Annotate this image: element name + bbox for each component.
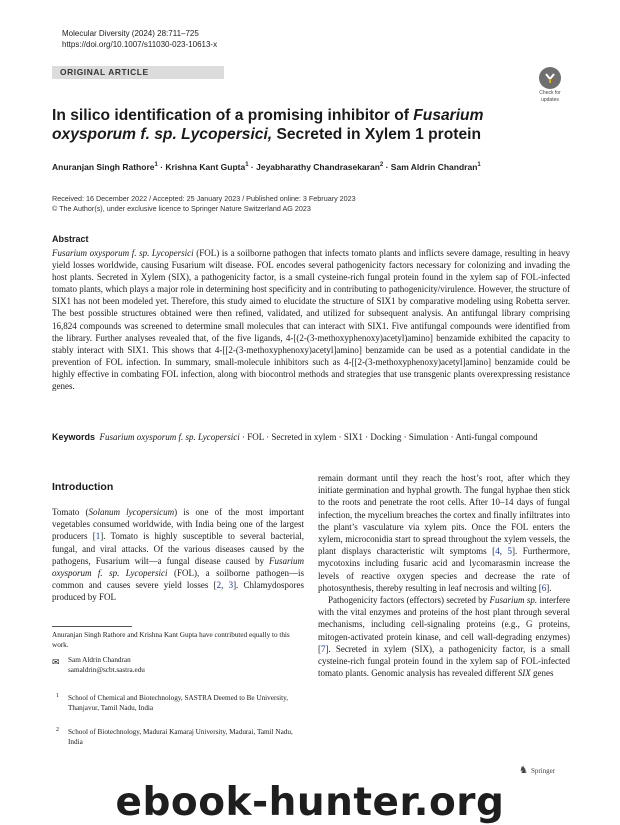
affiliation-1: School of Chemical and Biotechnology, SASTRA Deemed to Be University, Thanjavur, Tamil Nadu, India — [68, 694, 289, 712]
article-title — [52, 106, 552, 144]
keywords — [52, 431, 570, 443]
intro-text: , — [221, 580, 229, 591]
author-4[interactable]: Sam Aldrin Chandran — [390, 162, 478, 172]
introduction-heading: Introduction — [52, 481, 114, 493]
envelope-icon: ✉ — [52, 657, 60, 667]
paragraph — [318, 472, 570, 594]
keyword-1: Fusarium oxysporum f. sp. Lycopersici — [99, 432, 240, 442]
dates-line: Received: 16 December 2022 / Accepted: 25 January 2023 / Published online: 3 February 2023 — [52, 194, 356, 203]
equal-contribution-note: Anuranjan Singh Rathore and Krishna Kant Gupta have contributed equally to this work. — [52, 631, 290, 649]
intro-text: ]. — [546, 582, 552, 593]
intro-column-1 — [52, 506, 304, 604]
publisher-name: Springer — [530, 766, 556, 775]
intro-text: ]. Furthermore, mycotoxins including fusaric acid and lycomarasmin increase the levels of reactive oxygen species and decrease the rate of photosynthesis, thereby resulting in leaf necrosis and wilting [ — [318, 546, 571, 593]
intro-column-2 — [318, 472, 570, 679]
crossmark-text-1: Check for — [539, 90, 561, 96]
author-2[interactable]: Krishna Kant Gupta — [165, 162, 246, 172]
abstract-text — [52, 247, 570, 392]
intro-text: Pathogenicity factors (effectors) secreted by — [328, 595, 490, 606]
citation-link[interactable]: 4 — [495, 546, 500, 557]
intro-text: ]. Secreted in xylem (SIX), a pathogenicity factor, is a small cysteine-rich fungal protein found in the xylem sap of FOL-infected tomato plants. Genomic analysis has revealed different — [318, 643, 570, 679]
title-part-3: Secreted in Xylem 1 protein — [272, 126, 481, 143]
author-sep: · — [157, 162, 166, 172]
intro-text: remain dormant until they reach the host’s root, after which they initiate germination and hyphal growth. The fungal hyphae then stick to the roots and penetrate the root cells. After 10–14 days of fungal infection, the mycelium breaches the cortex and finally infiltrates into the plant’s vasculature via xylem pits. Once the FOL enters the xylem, microconidia start to spread throughout the xylem vessels, the plant displays characteristic wilt symptoms [ — [318, 473, 570, 557]
affiliation-2: School of Biotechnology, Madurai Kamaraj University, Madurai, Tamil Nadu, India — [68, 728, 293, 746]
publisher-logo — [519, 765, 555, 776]
crossmark-icon — [539, 67, 561, 89]
intro-text: ]. Chlamydospores produced by FOL — [52, 580, 304, 603]
citation-link[interactable]: 7 — [321, 643, 326, 654]
keywords-rest: · FOL · Secreted in xylem · SIX1 · Docking · Simulation · Anti-fungal compound — [239, 432, 538, 442]
check-for-updates-badge[interactable] — [535, 67, 565, 101]
author-list — [52, 162, 572, 172]
abstract-lead: Fusarium oxysporum f. sp. Lycopersici — [52, 248, 194, 258]
author-4-affil: 1 — [477, 162, 481, 169]
author-3[interactable]: Jeyabharathy Chandrasekaran — [256, 162, 380, 172]
intro-text: (FOL), a soilborne pathogen—is common and causes severe yield losses [ — [52, 568, 305, 591]
intro-italic: Solanum lycopersicum — [88, 507, 175, 517]
journal-citation — [62, 28, 217, 50]
citation-link[interactable]: 1 — [95, 531, 101, 542]
abstract-heading: Abstract — [52, 234, 89, 244]
author-3-affil: 2 — [379, 162, 384, 169]
author-2-affil: 1 — [245, 162, 249, 169]
author-1[interactable]: Anuranjan Singh Rathore — [52, 162, 155, 172]
corresponding-name: Sam Aldrin Chandran — [68, 656, 131, 664]
paragraph — [318, 594, 570, 679]
crossmark-text-2: updates — [541, 97, 559, 103]
citation-link[interactable]: 2 — [216, 580, 222, 591]
title-part-1: In silico identification of a promising inhibitor of — [52, 107, 414, 124]
affiliation-2-number: 2 — [56, 727, 59, 733]
citation-link[interactable]: 6 — [541, 582, 547, 593]
title-part-2: Fusarium oxysporum f. sp. Lycopersici, — [52, 107, 484, 143]
intro-text: ]. Tomato is highly susceptible to several bacterial, fungal, and viral attacks. Of the various diseases caused by the pathogens, Fusarium wilt—a fungal disease caused by — [52, 531, 305, 566]
author-sep: · — [248, 162, 257, 172]
corresponding-email[interactable]: samaldrin@scbt.sastra.edu — [68, 665, 145, 674]
springer-horse-icon: ♞ — [519, 765, 528, 776]
journal-line: Molecular Diversity (2024) 28:711–725 — [62, 29, 199, 38]
intro-text: Tomato ( — [52, 507, 89, 517]
copyright-line: © The Author(s), under exclusive licence to Springer Nature Switzerland AG 2023 — [52, 204, 311, 213]
keywords-label: Keywords — [52, 432, 96, 442]
citation-link[interactable]: 3 — [228, 580, 234, 591]
affiliation-1-number: 1 — [56, 693, 59, 699]
intro-text: interfere with the vital enzymes and proteins of the host plant through several mechanisms, including cell-signaling proteins (e.g., G proteins, mitogen-activated protein kinase, and cell wall-degrading enzymes) [ — [318, 595, 571, 654]
intro-italic: SIX — [517, 668, 531, 679]
author-sep: · — [383, 162, 391, 172]
intro-text: genes — [530, 668, 554, 679]
intro-italic: Fusarium sp. — [489, 595, 538, 606]
corresponding-author — [68, 656, 145, 676]
intro-text: , — [499, 546, 508, 557]
doi-link[interactable]: https://doi.org/10.1007/s11030-023-10613-x — [62, 40, 218, 49]
citation-link[interactable]: 5 — [507, 546, 512, 557]
footnote-divider — [52, 626, 132, 627]
author-1-affil: 1 — [154, 162, 158, 169]
article-type-label: ORIGINAL ARTICLE — [52, 66, 224, 79]
intro-text: ) is one of the most important vegetables consumed worldwide, with India being one of the largest producers [ — [52, 507, 305, 542]
intro-italic: Fusarium oxysporum f. sp. Lycopersici — [52, 555, 304, 579]
abstract-body: (FOL) is a soilborne pathogen that infects tomato plants and inflicts severe damage, resulting in heavy yield losses worldwide, causing Fusarium wilt disease. FOL encodes several pathogenicity factors necessary for colonizing and invading the host plants. Secreted in Xylem (SIX), a pathogenicity factor, is a small cysteine-rich fungal protein found in the xylem sap of FOL-infected tomato plants, which plays a major role in determining host specificity and in contributing to pathogenicity/virulence. However, the structure of SIX1 has not been modeled yet. Therefore, this study aimed to elucidate the structure of SIX1 by comparative modeling using Robetta server. The best possible structures obtained were then refined, validated, and utilized for subsequent analysis. An antifungal library comprising 16,824 compounds was screened to determine small molecules that can interact with SIX1. Five antifungal compounds were identified from the library. Further analyses revealed that, of the five ligands, 4-[(2-(3-methoxyphenoxy)acetyl)amino] benzamide exhibited the capacity to stably interact with SIX1. This shows that 4-[[2-(3-methoxyphenoxy)acetyl]amino] benzamide can be used as a potential candidate in the prevention of FOL infection. In summary, small-molecule inhibitors such as 4-[[2-(3-methoxyphenoxy)acetyl]amino] benzamide could be highly effective in combating FOL infection, along with biocontrol methods and strategies that use transgenic plants overexpressing resistance genes. — [52, 248, 570, 392]
publication-dates — [52, 194, 572, 214]
watermark: ebook-hunter.org — [115, 780, 505, 825]
